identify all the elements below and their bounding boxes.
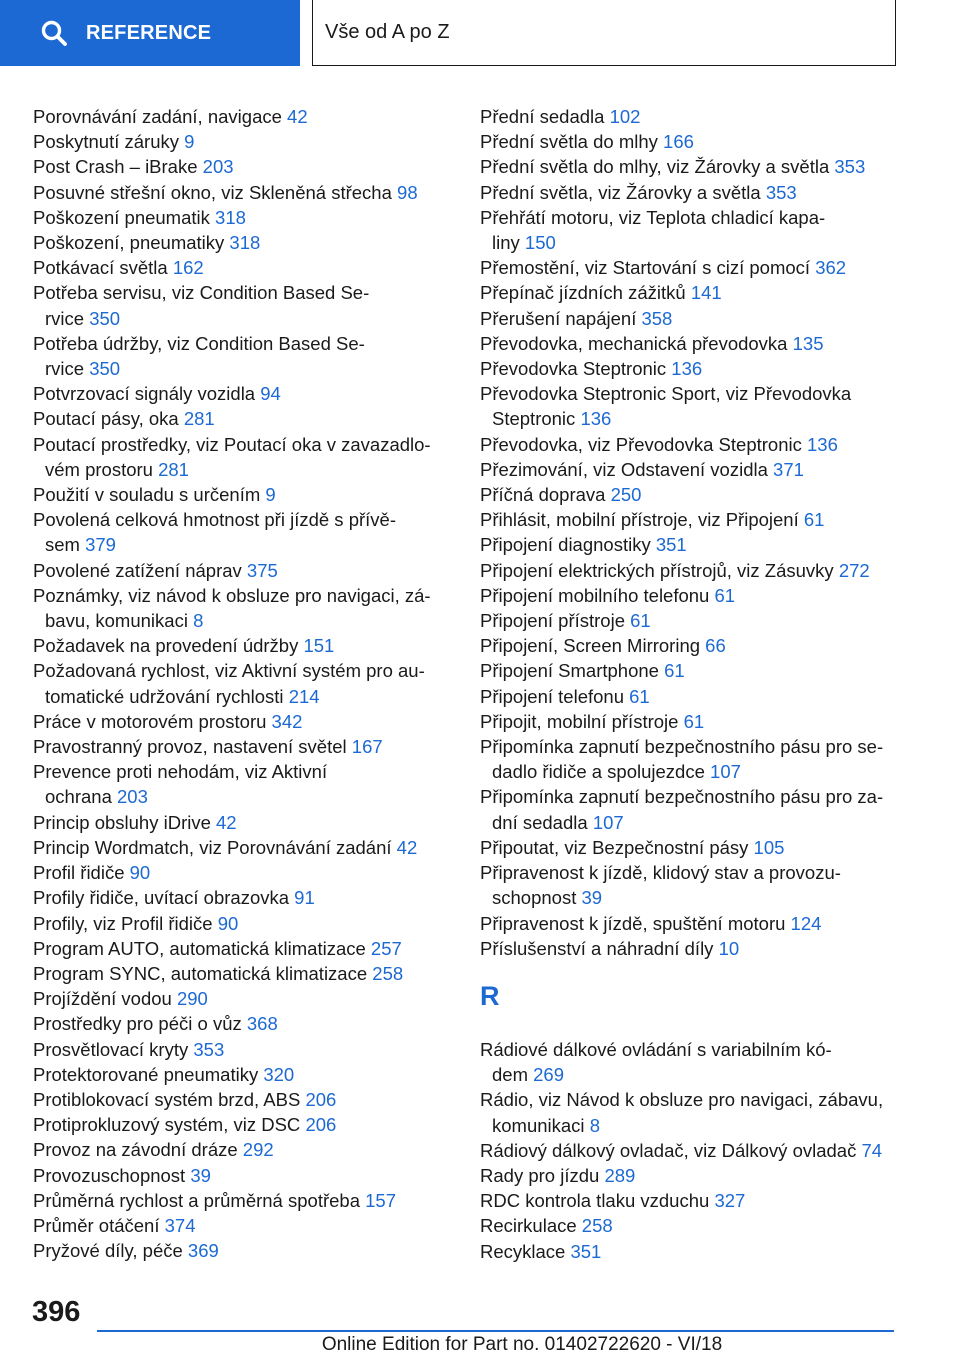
index-entry — [33, 1137, 443, 1162]
page-reference-link[interactable]: 327 — [714, 1190, 746, 1212]
index-entry — [33, 633, 443, 658]
page-reference-link[interactable]: 206 — [305, 1088, 337, 1110]
index-entry-text: komunikaci — [492, 1114, 585, 1136]
index-entry — [33, 381, 443, 406]
index-entry-text: Připojit, mobilní přístroje — [480, 710, 679, 732]
index-entry-text: Přední světla do mlhy — [480, 131, 658, 153]
index-entry-text: Připojení elektrických přístrojů, viz Zásuvky — [480, 559, 834, 581]
index-entry — [33, 558, 443, 583]
index-entry — [480, 331, 900, 356]
page-reference-link[interactable]: 292 — [242, 1139, 274, 1161]
index-entry-text: Prostředky pro péči o vůz — [33, 1013, 242, 1035]
page-reference-link[interactable]: 105 — [753, 836, 785, 858]
index-entry-text: ochrana — [45, 786, 112, 808]
page-reference-link[interactable]: 61 — [630, 610, 651, 632]
index-entry — [480, 381, 900, 431]
index-entry — [33, 205, 443, 230]
index-entry-text: Přední světla, viz Žárovky a světla — [480, 181, 761, 203]
page-reference-link[interactable]: 61 — [803, 509, 825, 531]
index-entry-text: Princip Wordmatch, viz Porovnávání zadání — [33, 836, 392, 858]
index-entry-text: schopnost — [492, 887, 577, 909]
page-reference-link[interactable]: 258 — [581, 1215, 613, 1237]
index-entry — [480, 180, 900, 205]
page-reference-link[interactable]: 353 — [834, 156, 866, 178]
page-reference-link[interactable]: 371 — [773, 458, 804, 480]
page-reference-link[interactable]: 8 — [193, 610, 204, 632]
page-reference-link[interactable]: 353 — [765, 181, 797, 203]
index-entry-text: Připomínka zapnutí bezpečnostního pásu pro se- — [480, 736, 884, 758]
index-entry — [480, 457, 900, 482]
index-entry-text: dadlo řidiče a spolujezdce — [492, 761, 705, 783]
index-entry-text: Přední světla do mlhy, viz Žárovky a světla — [480, 156, 830, 178]
index-entry-text: Profily, viz Profil řidiče — [33, 912, 213, 934]
index-entry — [33, 583, 443, 633]
index-entry — [480, 306, 900, 331]
index-entry — [480, 205, 900, 255]
page-reference-link[interactable]: 150 — [524, 232, 556, 254]
index-entry — [33, 1213, 443, 1238]
index-entry-text: Potřeba údržby, viz Condition Based Se- — [33, 332, 365, 354]
page-reference-link[interactable]: 379 — [85, 534, 116, 556]
index-entry-text: Provozuschopnost — [33, 1164, 186, 1186]
index-entry-text: vém prostoru — [45, 458, 153, 480]
index-entry-text: Pravostranný provoz, nastavení světel — [33, 736, 347, 758]
index-entry-text: Požadavek na provedení údržby — [33, 635, 299, 657]
index-entry-text: Připojení přístroje — [480, 610, 625, 632]
index-entry-text: Připojení Smartphone — [480, 660, 659, 682]
page-reference-link[interactable]: 66 — [705, 635, 726, 657]
index-entry-text: Požadovaná rychlost, viz Aktivní systém pro au- — [33, 660, 425, 682]
page-reference-link[interactable]: 74 — [861, 1139, 883, 1161]
page-reference-link[interactable]: 151 — [303, 635, 335, 657]
page-reference-link[interactable]: 94 — [260, 383, 281, 405]
index-entry-text: Profily řidiče, uvítací obrazovka — [33, 887, 290, 909]
index-entry — [480, 633, 900, 658]
index-entry-text: Přední sedadla — [480, 106, 605, 127]
index-entry — [33, 406, 443, 431]
section-title — [312, 0, 896, 66]
page-reference-link[interactable]: 136 — [580, 408, 612, 430]
index-entry-text: Poškození, pneumatiky — [33, 232, 225, 254]
index-entry-text: Rádiové dálkové ovládání s variabilním kó- — [480, 1038, 832, 1060]
index-entry — [33, 911, 443, 936]
page-reference-link[interactable]: 368 — [246, 1013, 278, 1035]
section-title-text: Vše od A po Z — [325, 21, 450, 43]
index-entry — [33, 507, 443, 557]
page-reference-link[interactable]: 362 — [815, 257, 847, 279]
page-reference-link[interactable]: 135 — [792, 332, 824, 354]
index-column-right — [480, 104, 900, 1264]
page-reference-link[interactable]: 9 — [265, 484, 276, 506]
index-entry-text: Recyklace — [480, 1240, 566, 1262]
index-entry — [480, 482, 900, 507]
index-entry — [480, 860, 900, 910]
index-entry-text: Přihlásit, mobilní přístroje, viz Připojení — [480, 509, 799, 531]
letter-heading-r: R — [480, 980, 500, 1011]
page-reference-link[interactable]: 166 — [663, 131, 694, 153]
page-reference-link[interactable]: 214 — [288, 685, 320, 707]
index-entry-text: Průměrná rychlost a průměrná spotřeba — [33, 1189, 360, 1211]
index-entry-text: Rádiový dálkový ovladač, viz Dálkový ovladač — [480, 1139, 857, 1161]
page-reference-link[interactable]: 250 — [610, 484, 642, 506]
page-reference-link[interactable]: 350 — [89, 358, 121, 380]
index-entry-text: rvice — [45, 307, 85, 329]
index-entry — [480, 129, 900, 154]
index-entry — [33, 860, 443, 885]
index-entry — [33, 230, 443, 255]
index-entry — [480, 255, 900, 280]
index-entry — [33, 734, 443, 759]
page-reference-link[interactable]: 258 — [372, 962, 404, 984]
page-reference-link[interactable]: 257 — [370, 937, 402, 959]
index-entry-text: rvice — [45, 358, 85, 380]
index-entry — [33, 709, 443, 734]
index-entry — [480, 709, 900, 734]
index-entry-text: Převodovka Steptronic Sport, viz Převodovka — [480, 383, 852, 405]
index-column-left — [33, 104, 443, 1263]
index-entry-text: Potkávací světla — [33, 257, 168, 279]
page-reference-link[interactable]: 320 — [263, 1063, 295, 1085]
index-entry — [33, 759, 443, 809]
index-entry-text: Prevence proti nehodám, viz Aktivní — [33, 761, 328, 783]
page-reference-link[interactable]: 318 — [229, 232, 261, 254]
index-entry-text: Prosvětlovací kryty — [33, 1038, 189, 1060]
index-entry-text: Projíždění vodou — [33, 988, 172, 1010]
page-reference-link[interactable]: 289 — [604, 1164, 636, 1186]
index-entry-text: Připojení diagnostiky — [480, 534, 651, 556]
index-entry-text: Přehřátí motoru, viz Teplota chladicí kapa- — [480, 206, 826, 228]
index-entry — [480, 1163, 900, 1188]
index-entry-text: Připomínka zapnutí bezpečnostního pásu pro za- — [480, 786, 884, 808]
page-reference-link[interactable]: 318 — [215, 206, 246, 228]
index-entry-text: Potvrzovací signály vozidla — [33, 383, 256, 405]
search-icon — [40, 19, 68, 47]
index-entry — [33, 104, 443, 129]
page-reference-link[interactable]: 369 — [187, 1240, 219, 1262]
index-entry — [480, 1037, 900, 1087]
index-entry-text: Poznámky, viz návod k obsluze pro navigaci, zá- — [33, 584, 431, 606]
index-entry-text: Poškození pneumatik — [33, 206, 210, 228]
page-reference-link[interactable]: 162 — [172, 257, 204, 279]
page-reference-link[interactable]: 42 — [287, 106, 308, 127]
page-reference-link[interactable]: 98 — [397, 181, 418, 203]
index-entry-text: Provoz na závodní dráze — [33, 1139, 238, 1161]
index-entry — [33, 936, 443, 961]
index-entry-text: Protektorované pneumatiky — [33, 1063, 259, 1085]
index-entry-text: sem — [45, 534, 80, 556]
index-entry — [480, 432, 900, 457]
index-entry-text: Povolené zatížení náprav — [33, 559, 242, 581]
page-reference-link[interactable]: 136 — [671, 358, 703, 380]
index-entry — [33, 885, 443, 910]
page-reference-link[interactable]: 203 — [202, 156, 234, 178]
page-reference-link[interactable]: 375 — [246, 559, 278, 581]
index-entry — [480, 154, 900, 179]
index-entry-text: Připojení, Screen Mirroring — [480, 635, 701, 657]
page-reference-link[interactable]: 90 — [129, 862, 151, 884]
page-reference-link[interactable]: 353 — [193, 1038, 225, 1060]
index-entry — [33, 1238, 443, 1263]
index-entry — [33, 482, 443, 507]
index-entry-text: Princip obsluhy iDrive — [33, 811, 211, 833]
index-entry-text: Průměr otáčení — [33, 1214, 160, 1236]
page-reference-link[interactable]: 358 — [641, 307, 673, 329]
page-reference-link[interactable]: 272 — [838, 559, 870, 581]
page-reference-link[interactable]: 9 — [184, 131, 195, 153]
page-reference-link[interactable]: 206 — [305, 1114, 337, 1136]
index-entry-text: Poskytnutí záruky — [33, 131, 180, 153]
index-entry-text: Přemostění, viz Startování s cizí pomocí — [480, 257, 811, 279]
index-entry — [480, 1087, 900, 1137]
index-entry-text: tomatické udržování rychlosti — [45, 685, 284, 707]
page-reference-link[interactable]: 281 — [158, 458, 189, 480]
page-reference-link[interactable]: 281 — [183, 408, 215, 430]
index-entry-text: Převodovka, mechanická převodovka — [480, 332, 788, 354]
page-number: 396 — [32, 1296, 81, 1328]
footer-edition-text: Online Edition for Part no. 01402722620 - VI/18 — [321, 1334, 723, 1355]
index-entry — [480, 835, 900, 860]
index-entry-text: Program SYNC, automatická klimatizace — [33, 962, 368, 984]
page-reference-link[interactable]: 8 — [589, 1114, 600, 1136]
footer-divider — [97, 1330, 894, 1332]
index-entry — [33, 331, 443, 381]
page-reference-link[interactable]: 90 — [217, 912, 239, 934]
index-entry — [480, 507, 900, 532]
index-entry-text: Připoutat, viz Bezpečnostní pásy — [480, 836, 749, 858]
index-entry — [480, 1213, 900, 1238]
index-entry — [33, 1163, 443, 1188]
reference-tab[interactable] — [0, 0, 300, 66]
index-entry — [480, 684, 900, 709]
index-entry-text: Posuvné střešní okno, viz Skleněná střecha — [33, 181, 392, 203]
page-reference-link[interactable]: 61 — [683, 710, 705, 732]
index-entry — [33, 658, 443, 708]
index-entry-text: liny — [492, 232, 520, 254]
reference-tab-label: REFERENCE — [86, 21, 212, 44]
page-reference-link[interactable]: 10 — [718, 937, 740, 959]
page-reference-link[interactable]: 290 — [176, 988, 208, 1010]
index-entry-text: Přepínač jízdních zážitků — [480, 282, 686, 304]
index-entry — [33, 280, 443, 330]
page-reference-link[interactable]: 167 — [351, 736, 383, 758]
page-reference-link[interactable]: 136 — [807, 433, 838, 455]
index-entry — [480, 608, 900, 633]
index-entry — [33, 810, 443, 835]
page-reference-link[interactable]: 39 — [190, 1164, 211, 1186]
index-entry-text: Příčná doprava — [480, 484, 606, 506]
index-entry-text: Protiblokovací systém brzd, ABS — [33, 1088, 301, 1110]
page-reference-link[interactable]: 269 — [533, 1064, 565, 1086]
index-entry-text: Post Crash – iBrake — [33, 156, 198, 178]
page-reference-link[interactable]: 203 — [117, 786, 148, 808]
index-entry — [33, 1087, 443, 1112]
index-entry — [33, 1011, 443, 1036]
page-reference-link[interactable]: 102 — [609, 106, 641, 127]
index-entry — [33, 1062, 443, 1087]
page-reference-link[interactable]: 374 — [164, 1214, 196, 1236]
page-reference-link[interactable]: 61 — [714, 584, 736, 606]
index-entry-text: Připojení mobilního telefonu — [480, 584, 710, 606]
page-reference-link[interactable]: 141 — [690, 282, 722, 304]
page-reference-link[interactable]: 342 — [271, 710, 303, 732]
index-entry — [33, 1188, 443, 1213]
page-reference-link[interactable]: 42 — [216, 811, 237, 833]
index-entry-text: Recirkulace — [480, 1215, 577, 1237]
index-entry-text: Převodovka, viz Převodovka Steptronic — [480, 433, 802, 455]
page-reference-link[interactable]: 61 — [629, 685, 650, 707]
index-entry-text: Porovnávání zadání, navigace — [33, 106, 282, 127]
index-entry — [480, 532, 900, 557]
page-reference-link[interactable]: 351 — [570, 1240, 602, 1262]
index-entry — [480, 1188, 900, 1213]
index-entry-text: dem — [492, 1064, 528, 1086]
page-reference-link[interactable]: 107 — [592, 811, 624, 833]
index-entry — [480, 1239, 900, 1264]
index-entry — [480, 936, 900, 961]
page-reference-link[interactable]: 351 — [655, 534, 687, 556]
index-entry-text: Potřeba servisu, viz Condition Based Se- — [33, 282, 370, 304]
index-entry-text: Práce v motorovém prostoru — [33, 710, 267, 732]
index-entry — [33, 255, 443, 280]
index-entry — [480, 658, 900, 683]
index-entry-text: Pryžové díly, péče — [33, 1240, 183, 1262]
index-entry-text: Program AUTO, automatická klimatizace — [33, 937, 366, 959]
page-reference-link[interactable]: 107 — [710, 761, 741, 783]
index-entry-text: RDC kontrola tlaku vzduchu — [480, 1190, 710, 1212]
page-reference-link[interactable]: 157 — [365, 1189, 396, 1211]
index-entry-text: bavu, komunikaci — [45, 610, 188, 632]
index-entry-text: Převodovka Steptronic — [480, 358, 667, 380]
index-entry-text: Připravenost k jízdě, spuštění motoru — [480, 912, 786, 934]
index-entry-text: Rady pro jízdu — [480, 1164, 600, 1186]
index-entry — [33, 835, 443, 860]
index-entry-text: Profil řidiče — [33, 862, 125, 884]
index-entry-text: Příslušenství a náhradní díly — [480, 937, 714, 959]
index-entry-text: dní sedadla — [492, 811, 588, 833]
index-entry — [33, 1112, 443, 1137]
index-entry-text: Povolená celková hmotnost při jízdě s přívě- — [33, 509, 396, 531]
index-entry — [33, 129, 443, 154]
index-entry-text: Přerušení napájení — [480, 307, 637, 329]
index-entry — [480, 558, 900, 583]
index-entry — [480, 356, 900, 381]
page-reference-link[interactable]: 42 — [396, 836, 418, 858]
index-entry — [33, 432, 443, 482]
index-entry-text: Rádio, viz Návod k obsluze pro navigaci, zábavu, — [480, 1089, 884, 1111]
index-entry — [33, 961, 443, 986]
page-reference-link[interactable]: 61 — [664, 660, 685, 682]
index-entry — [480, 784, 900, 834]
index-entry — [480, 734, 900, 784]
index-entry — [480, 1138, 900, 1163]
index-entry-text: Použití v souladu s určením — [33, 484, 261, 506]
index-entry-text: Připojení telefonu — [480, 685, 624, 707]
index-entry-text: Poutací prostředky, viz Poutací oka v zavazadlo- — [33, 433, 431, 455]
page-reference-link[interactable]: 91 — [294, 887, 315, 909]
index-entry — [33, 154, 443, 179]
index-entry-text: Protiprokluzový systém, viz DSC — [33, 1114, 301, 1136]
index-entry — [480, 583, 900, 608]
index-entry — [33, 986, 443, 1011]
index-entry — [480, 104, 900, 129]
index-entry — [33, 180, 443, 205]
index-entry-text: Steptronic — [492, 408, 576, 430]
page-reference-link[interactable]: 350 — [89, 307, 121, 329]
page-reference-link[interactable]: 124 — [790, 912, 822, 934]
page-reference-link[interactable]: 39 — [581, 887, 603, 909]
index-entry-text: Přezimování, viz Odstavení vozidla — [480, 458, 768, 480]
index-entry — [480, 911, 900, 936]
index-entry — [480, 280, 900, 305]
index-entry-text: Připravenost k jízdě, klidový stav a provozu- — [480, 862, 841, 884]
index-entry-text: Poutací pásy, oka — [33, 408, 179, 430]
index-entry — [33, 1037, 443, 1062]
